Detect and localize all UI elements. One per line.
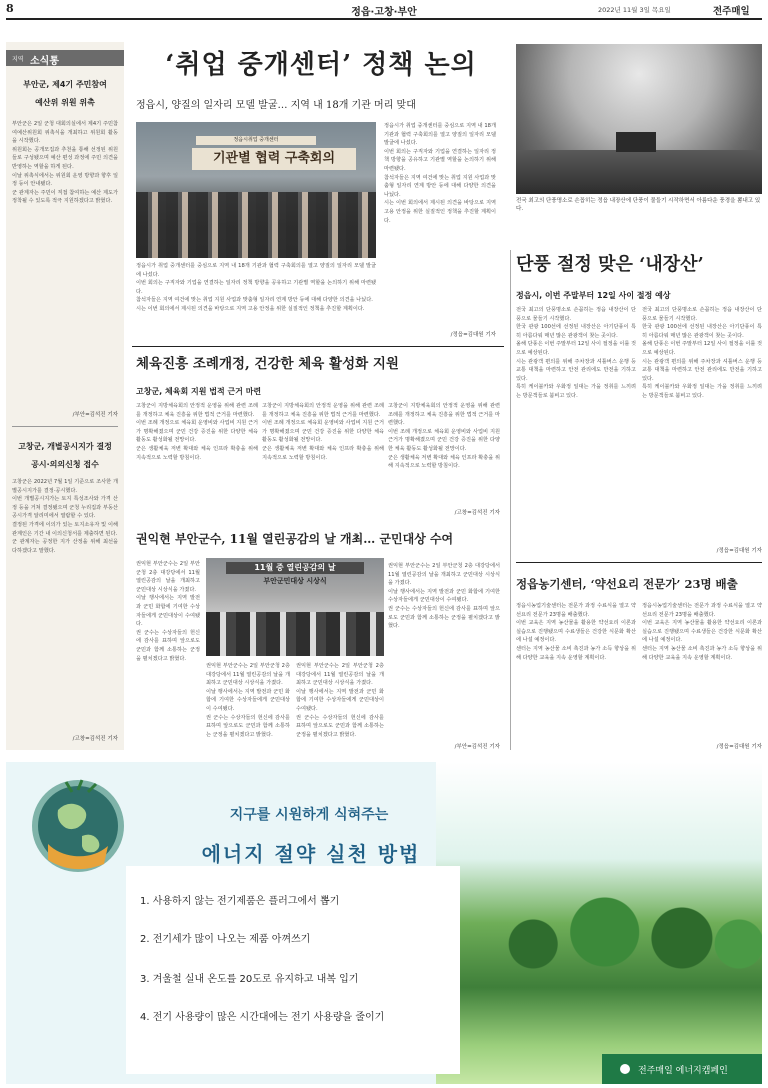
ad-tree-row: [476, 872, 762, 992]
visit-body-col2: 권익현 부안군수는 2일 부안군청 2층 대강당에서 11월 열린공감의 날을 개최하고 군민대상 시상식을 가졌다. 이날 행사에서는 지역 발전과 군민 화합에 기여한 수상자들에게 군민대상이 수여됐다. 권 군수는 수상자들의 헌신에 감사를 표하며 앞으로도 군민과 함께 소통하는 군정을 펼치겠다고 밝혔다.: [206, 663, 290, 738]
ad-list-item: 3. 겨울철 실내 온도를 20도로 유지하고 내복 입기: [140, 974, 359, 985]
visit-headline: 권익현 부안군수, 11월 열린공감의 날 개최… 군민대상 수여: [136, 532, 454, 546]
landscape-headline: 단풍 절정 맞은 ‘내장산’: [516, 254, 704, 275]
sidebar-tag: [6, 50, 124, 66]
photo-banner: 11월 중 열린공감의 날: [226, 562, 364, 574]
lead-photo: [136, 122, 376, 258]
sports-body-col3: 고창군이 지방체육회의 안정적 운영을 위해 관련 조례를 개정하고 체육 진흥을 위한 법적 근거를 마련했다. 이번 조례 개정으로 체육회 운영비와 사업비 지원 근거가 명확해졌으며 군민 건강 증진을 위한 다양한 체육 활동도 활성화될 전망이다. 군은 생활체육 저변 확대와 체육 인프라 확충을 위해 지속적으로 노력할 방침이다.: [388, 403, 500, 470]
sidebar-divider: [12, 426, 118, 427]
header-rule: [6, 18, 762, 20]
visit-body-col3: 권익현 부안군수는 2일 부안군청 2층 대강당에서 11월 열린공감의 날을 개최하고 군민대상 시상식을 가졌다. 이날 행사에서는 지역 발전과 군민 화합에 기여한 수상자들에게 군민대상이 수여됐다. 권 군수는 수상자들의 헌신에 감사를 표하며 앞으로도 군민과 함께 소통하는 군정을 펼치겠다고 밝혔다.: [296, 663, 384, 738]
earth-logo: [20, 770, 136, 886]
visit-body-col4: 권익현 부안군수는 2일 부안군청 2층 대강당에서 11월 열린공감의 날을 개최하고 군민대상 시상식을 가졌다. 이날 행사에서는 지역 발전과 군민 화합에 기여한 수상자들에게 군민대상이 수여됐다. 권 군수는 수상자들의 헌신에 감사를 표하며 앞으로도 군민과 함께 소통하는 군정을 펼치겠다고 밝혔다.: [388, 563, 500, 630]
section-title: 정읍·고창·부안: [351, 7, 417, 18]
energy-ad: [6, 762, 762, 1084]
visit-body-col1: 권익현 부안군수는 2일 부안군청 2층 대강당에서 11월 열린공감의 날을 개최하고 군민대상 시상식을 가졌다. 이날 행사에서는 지역 발전과 군민 화합에 기여한 수상자들에게 군민대상이 수여됐다. 권 군수는 수상자들의 헌신에 감사를 표하며 앞으로도 군민과 함께 소통하는 군정을 펼치겠다고 밝혔다.: [136, 561, 200, 662]
visit-photo: [206, 558, 384, 656]
column-divider: [510, 250, 511, 750]
ad-title-line2: 에너지 절약 실천 방법: [201, 842, 421, 866]
sports-body-col2: 고창군이 지방체육회의 안정적 운영을 위해 관련 조례를 개정하고 체육 진흥을 위한 법적 근거를 마련했다. 이번 조례 개정으로 체육회 운영비와 사업비 지원 근거가 명확해졌으며 군민 건강 증진을 위한 다양한 체육 활동도 활성화될 전망이다. 군은 생활체육 저변 확대와 체육 인프라 확충을 위해 지속적으로 노력할 방침이다.: [262, 403, 384, 461]
sports-rule: [132, 346, 504, 347]
visit-byline: /부안=김석진 기자: [454, 744, 500, 750]
ad-list-item: 4. 전기 사용량이 많은 시간대에는 전기 사용량을 줄이기: [140, 1012, 385, 1023]
photo-banner-sub: 부안군민대상 시상식: [263, 577, 327, 585]
sidebar-story1-byline: /부안=김석진 기자: [72, 412, 118, 418]
lead-subheadline: 정읍시, 양질의 일자리 모델 발굴… 지역 내 18개 기관 머리 맞대: [136, 100, 416, 111]
landscape-photo: [516, 44, 762, 194]
photo-banner: 기관별 협력 구축회의: [192, 148, 356, 170]
landscape-byline: /정읍=김대원 기자: [716, 548, 762, 554]
sidebar-story1-headline: 부안군, 제4기 주민참여 예산위 위원 위촉: [23, 80, 107, 107]
ad-list-panel: [126, 866, 460, 1074]
sports-byline: /고창=김석진 기자: [454, 510, 500, 516]
ad-list-item: 1. 사용하지 않는 전기제품은 플러그에서 뽑기: [140, 896, 340, 907]
sidebar-story1-body: 부안군은 2일 군청 대회의실에서 제4기 주민참여예산위원회 위촉식을 개최하고 위원회 활동을 시작했다. 위원회는 공개모집과 추천을 통해 선정된 위원들로 구성됐으며 예산 편성 과정에 주민 의견을 반영하는 역할을 하게 된다. 이날 위촉식에서는 위원회 운영 방향과 향후 일정 등이 안내됐다. 군 관계자는 주민이 직접 참여하는 예산 제도가 정착될 수 있도록 적극 지원하겠다고 밝혔다.: [12, 121, 118, 205]
farm-byline: /정읍=김대원 기자: [716, 744, 762, 750]
page-number: 8: [6, 2, 14, 15]
landscape-body-col2: 전국 최고의 단풍명소로 손꼽히는 정읍 내장산이 단풍으로 물들기 시작했다. 한국 관광 100선에 선정된 내장산은 아기단풍이 특히 아름다워 매년 많은 관광객이 찾는 곳이다. 올해 단풍은 이번 주말부터 12일 사이 절정을 이룰 것으로 예상된다. 시는 관광객 편의를 위해 주차장과 셔틀버스 운행 등 교통 대책을 마련하고 안전 관리에도 만전을 기하고 있다. 특히 케이블카와 우화정 일대는 가을 정취를 느끼려는 방문객들로 붐비고 있다.: [642, 307, 762, 399]
landscape-caption: 전국 최고의 단풍명소로 손꼽히는 정읍 내장산에 단풍이 물들기 시작하면서 아름다운 풍경을 뽐내고 있다.: [516, 198, 761, 212]
sidebar-story2-body: 고창군은 2022년 7월 1일 기준으로 조사한 개별공시지가를 결정·공시했다. 이번 개별공시지가는 토지 특성조사와 가격 산정 등을 거쳐 결정됐으며 군청 누리집과 부동산공시가격 알리미에서 열람할 수 있다. 결정된 가격에 이의가 있는 토지소유자 및 이해관계인은 기간 내 이의신청서를 제출하면 된다. 군 관계자는 공정한 지가 산정을 위해 최선을 다하겠다고 말했다.: [12, 479, 118, 554]
landscape-body-col1: 전국 최고의 단풍명소로 손꼽히는 정읍 내장산이 단풍으로 물들기 시작했다. 한국 관광 100선에 선정된 내장산은 아기단풍이 특히 아름다워 매년 많은 관광객이 찾는 곳이다. 올해 단풍은 이번 주말부터 12일 사이 절정을 이룰 것으로 예상된다. 시는 관광객 편의를 위해 주차장과 셔틀버스 운행 등 교통 대책을 마련하고 안전 관리에도 만전을 기하고 있다. 특히 케이블카와 우화정 일대는 가을 정취를 느끼려는 방문객들로 붐비고 있다.: [516, 307, 636, 399]
sidebar-tag-main: 소식통: [30, 56, 59, 67]
photo-water: [516, 150, 762, 194]
ad-list-item: 2. 전기세가 많이 나오는 제품 아껴쓰기: [140, 934, 311, 945]
sports-subheadline: 고창군, 체육회 지원 법적 근거 마련: [136, 387, 262, 396]
page-header: [0, 0, 768, 18]
lead-body-right: 정읍시가 취업 중개센터를 중심으로 지역 내 18개 기관과 협력 구축회의를 열고 양질의 일자리 모델 발굴에 나섰다. 이번 회의는 구직자와 기업을 연결하는 일자리 정책 방향을 공유하고 기관별 역할을 논의하기 위해 마련됐다. 참석자들은 지역 여건에 맞는 취업 지원 사업과 맞춤형 일자리 연계 방안 등에 대해 다양한 의견을 나눴다. 시는 이번 회의에서 제시된 의견을 바탕으로 지역 고용 안정을 위한 실질적인 정책을 추진할 계획이다.: [384, 123, 496, 224]
sports-headline: 체육진흥 조례개정, 건강한 체육 활성화 지원: [136, 356, 399, 372]
farm-body-col2: 정읍시농업기술센터는 전문가 과정 수료식을 열고 약선요리 전문가 23명을 배출했다. 이번 교육은 지역 농산물을 활용한 약선요리 이론과 실습으로 진행됐으며 수료생들은 건강한 식문화 확산에 나설 예정이다. 센터는 지역 농산물 소비 촉진과 농가 소득 향상을 위해 다양한 교육을 지속 운영할 계획이다.: [642, 603, 762, 661]
badge-dot-icon: [620, 1064, 630, 1074]
photo-pavilion: [616, 132, 656, 152]
sidebar-story2-headline: 고창군, 개별공시지가 결정 공시·의의신청 접수: [18, 442, 112, 469]
landscape-subheadline: 정읍시, 이번 주말부터 12일 사이 절정 예상: [516, 291, 671, 300]
sidebar-story2-byline: /고창=김석진 기자: [72, 736, 118, 742]
campaign-label: 전주매일 에너지캠페인: [638, 1066, 728, 1076]
photo-banner-small: 정읍시취업 중개센터: [196, 136, 316, 145]
photo-crowd: [136, 192, 376, 258]
sports-body-col1: 고창군이 지방체육회의 안정적 운영을 위해 관련 조례를 개정하고 체육 진흥을 위한 법적 근거를 마련했다. 이번 조례 개정으로 체육회 운영비와 사업비 지원 근거가 명확해졌으며 군민 건강 증진을 위한 다양한 체육 활동도 활성화될 전망이다. 군은 생활체육 저변 확대와 체육 인프라 확충을 위해 지속적으로 노력할 방침이다.: [136, 403, 258, 461]
lead-body: 정읍시가 취업 중개센터를 중심으로 지역 내 18개 기관과 협력 구축회의를 열고 양질의 일자리 모델 발굴에 나섰다. 이번 회의는 구직자와 기업을 연결하는 일자리 정책 방향을 공유하고 기관별 역할을 논의하기 위해 마련됐다. 참석자들은 지역 여건에 맞는 취업 지원 사업과 맞춤형 일자리 연계 방안 등에 대해 다양한 의견을 나눴다. 시는 이번 회의에서 제시된 의견을 바탕으로 지역 고용 안정을 위한 실질적인 정책을 추진할 계획이다.: [136, 263, 376, 312]
farm-rule: [516, 562, 762, 563]
lead-headline: ‘취업 중개센터’ 정책 논의: [165, 50, 477, 80]
sidebar: [6, 42, 124, 750]
lead-byline: /정읍=김대원 기자: [450, 332, 496, 338]
issue-date: 2022년 11월 3일 목요일: [598, 6, 671, 14]
ad-title-line1: 지구를 시원하게 식혀주는: [229, 807, 389, 823]
farm-body-col1: 정읍시농업기술센터는 전문가 과정 수료식을 열고 약선요리 전문가 23명을 배출했다. 이번 교육은 지역 농산물을 활용한 약선요리 이론과 실습으로 진행됐으며 수료생들은 건강한 식문화 확산에 나설 예정이다. 센터는 지역 농산물 소비 촉진과 농가 소득 향상을 위해 다양한 교육을 지속 운영할 계획이다.: [516, 603, 636, 661]
sidebar-tag-small: 지역: [12, 56, 24, 63]
farm-headline: 정읍농기센터, ‘약선요리 전문가’ 23명 배출: [516, 577, 738, 591]
photo-people: [206, 612, 384, 656]
campaign-badge: [602, 1054, 762, 1084]
paper-name: 전주매일: [713, 6, 750, 17]
